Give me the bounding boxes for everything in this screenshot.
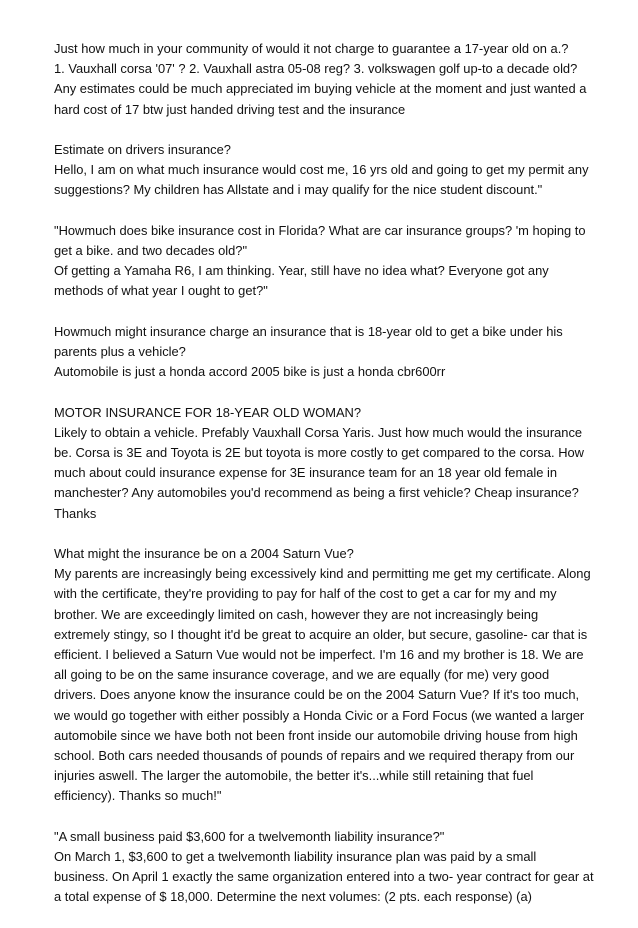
question-text: Estimate on drivers insurance? — [54, 142, 231, 157]
question-text: What might the insurance be on a 2004 Saturn Vue? — [54, 546, 354, 561]
question-text: "A small business paid $3,600 for a twelvemonth liability insurance?" — [54, 828, 445, 844]
answer-text: Hello, I am on what much insurance would cost me, 16 yrs old and going to get my permit any suggestions? My children has Allstate and i may qualify for the nice student discount." — [54, 162, 589, 198]
question-text: Howmuch might insurance charge an insurance that is 18-year old to get a bike under his parents plus a vehicle? — [54, 323, 563, 359]
question-text: Just how much in your community of would it not charge to guarantee a 17-year old on a.? — [54, 41, 569, 56]
answer-text: 1. Vauxhall corsa '07' ? 2. Vauxhall astra 05-08 reg? 3. volkswagen golf up-to a decade old? Any estimates could be much appreciated im buying vehicle at the moment and just wanted a hard cost of 17 btw just handed driving test and the insurance — [54, 61, 587, 117]
qa-block — [54, 39, 594, 120]
document-body — [54, 39, 594, 928]
answer-text: Automobile is just a honda accord 2005 bike is just a honda cbr600rr — [54, 364, 446, 380]
qa-block — [54, 827, 594, 908]
question-text: "Howmuch does bike insurance cost in Florida? What are car insurance groups? 'm hoping to get a bike. and two decades old?" — [54, 222, 586, 258]
answer-text: Likely to obtain a vehicle. Prefably Vauxhall Corsa Yaris. Just how much would the insurance be. Corsa is 3E and Toyota is 2E but toyota is more costly to get compared to the corsa. How much about could insurance expense for 3E insurance team for an 18 year old female in manchester? Any automobiles you'd recommend as being a first vehicle? Cheap insurance? Thanks — [54, 424, 584, 521]
answer-text: My parents are increasingly being excessively kind and permitting me get my certificate. Along with the certificate, they're providing to pay for half of the cost to get a car for my and my brother. We are exceedingly limited on cash, however they are not increasingly being extremely stingy, so I thought it'd be great to acquire an older, but secure, gasoline- car that is efficient. I believed a Saturn Vue would not be imperfect. I'm 16 and my brother is 18. We are all going to be on the same insurance coverage, and we are equally (for me) very good drivers. Does anyone know the insurance could be on the 2004 Saturn Vue? If it's too much, we would go together with either possibly a Honda Civic or a Ford Focus (we wanted a larger automobile since we have both not been front inside our automobile driving house from high school. Both cars needed thousands of pounds of repairs and we required therapy from our injuries aswell. The larger the automobile, the better it's...while still retaining that fuel efficiency). Thanks so much!" — [54, 566, 591, 804]
qa-block — [54, 403, 594, 524]
qa-block — [54, 140, 594, 201]
qa-block — [54, 544, 594, 807]
qa-block — [54, 322, 594, 383]
answer-text: On March 1, $3,600 to get a twelvemonth liability insurance plan was paid by a small business. On April 1 exactly the same organization entered into a two- year contract for gear at a total expense of $ 18,000. Determine the next volumes: (2 pts. each response) (a) — [54, 849, 594, 905]
qa-block — [54, 221, 594, 302]
question-text: MOTOR INSURANCE FOR 18-YEAR OLD WOMAN? — [54, 404, 362, 420]
answer-text: Of getting a Yamaha R6, I am thinking. Year, still have no idea what? Everyone got any methods of what year I ought to get?" — [54, 263, 549, 299]
